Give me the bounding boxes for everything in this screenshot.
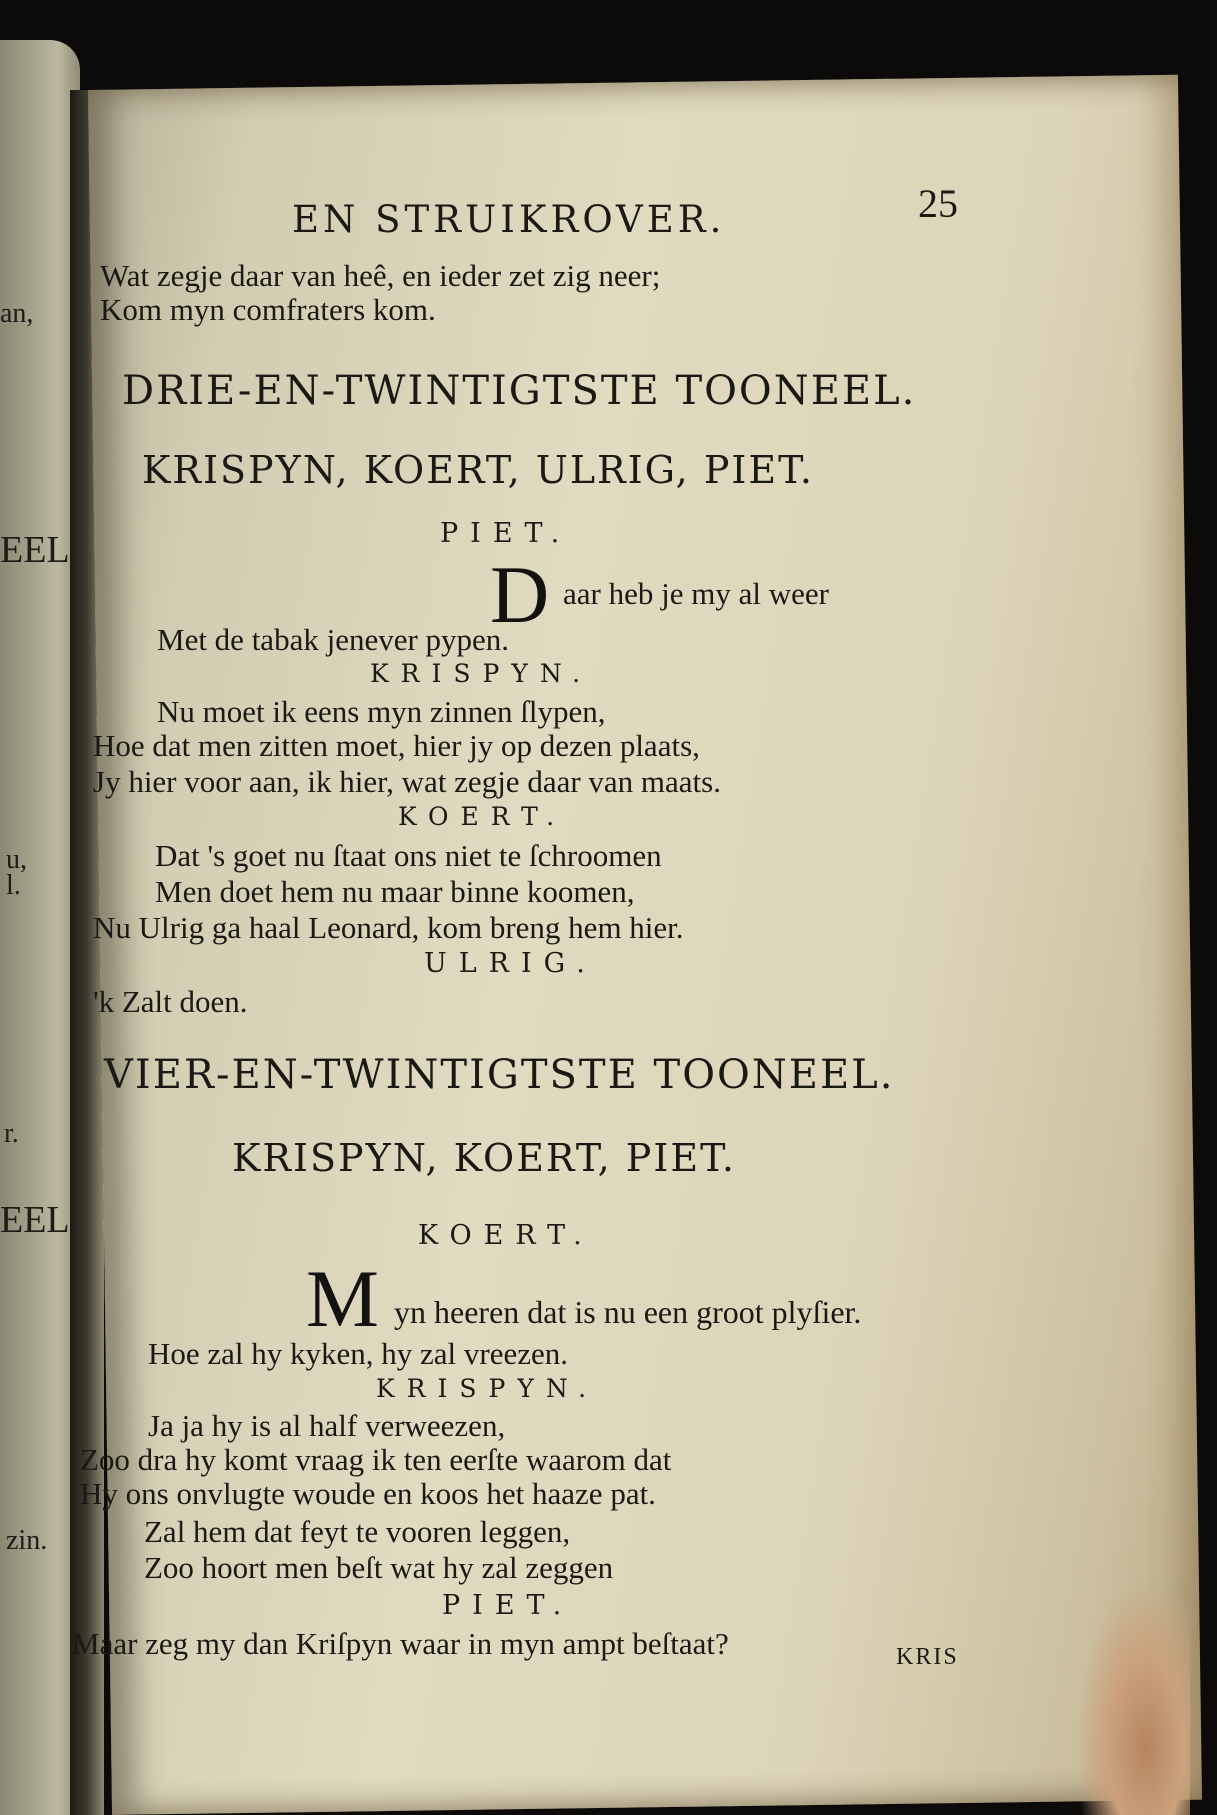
dialogue-line: Hoe dat men zitten moet, hier jy op dezen plaats, — [93, 728, 700, 763]
cast-list: KRISPYN, KOERT, ULRIG, PIET. — [142, 448, 814, 492]
page-number: 25 — [918, 181, 958, 226]
left-page-fragment: EEL — [0, 529, 70, 571]
speaker-name: PIET. — [442, 1590, 574, 1621]
scene-heading: DRIE-EN-TWINTIGTSTE TOONEEL. — [122, 368, 917, 414]
speaker-name: KRISPYN. — [370, 659, 593, 688]
left-page-fragment: u, — [6, 844, 27, 875]
dialogue-line: Nu Ulrig ga haal Leonard, kom breng hem hier. — [93, 910, 684, 945]
text-line: Kom myn comfraters kom. — [100, 292, 436, 327]
page-stain — [1080, 1590, 1190, 1815]
speaker-name: KOERT. — [398, 802, 567, 831]
left-page-fragment: an, — [0, 298, 34, 329]
dialogue-line: Nu moet ik eens myn zinnen ſlypen, — [157, 694, 606, 729]
dialogue-line: Men doet hem nu maar binne koomen, — [155, 874, 635, 909]
dialogue-line: Hoe zal hy kyken, hy zal vreezen. — [148, 1336, 569, 1371]
speaker-name: KRISPYN. — [376, 1374, 599, 1403]
dialogue-line: Dat 's goet nu ſtaat ons niet te ſchroomen — [155, 838, 662, 873]
dialogue-line: Met de tabak jenever pypen. — [157, 622, 510, 657]
left-page-fragment: r. — [4, 1118, 19, 1149]
dialogue-line: Zoo dra hy komt vraag ik ten eerſte waarom dat — [80, 1442, 672, 1477]
drop-capital: D — [490, 549, 550, 640]
dialogue-line: Jy hier voor aan, ik hier, wat zegje daar van maats. — [93, 764, 721, 799]
dialogue-line: Hy ons onvlugte woude en koos het haaze pat. — [80, 1476, 656, 1511]
dialogue-line: 'k Zalt doen. — [93, 984, 248, 1019]
running-head: EN STRUIKROVER. — [292, 198, 726, 241]
dialogue-line: Zal hem dat feyt te vooren leggen, — [144, 1514, 571, 1549]
dialogue-line: Maar zeg my dan Kriſpyn waar in myn ampt beſtaat? — [72, 1626, 729, 1661]
dialogue-line: yn heeren dat is nu een groot plyſier. — [394, 1294, 862, 1330]
left-page-fragment: l. — [6, 870, 21, 901]
speaker-name: KOERT. — [418, 1220, 594, 1251]
text-line: Wat zegje daar van heê, en ieder zet zig neer; — [100, 258, 661, 293]
speaker-name: PIET. — [440, 518, 572, 549]
dialogue-line: aar heb je my al weer — [563, 576, 829, 611]
left-page-fragment: zin. — [6, 1525, 48, 1556]
left-page-fragment: EEL — [0, 1199, 70, 1241]
drop-capital: M — [306, 1253, 379, 1344]
speaker-name: ULRIG. — [424, 948, 597, 979]
dialogue-line: Ja ja hy is al half verweezen, — [148, 1408, 506, 1443]
scene-heading: VIER-EN-TWINTIGTSTE TOONEEL. — [104, 1052, 895, 1098]
dialogue-line: Zoo hoort men beſt wat hy zal zeggen — [144, 1550, 614, 1585]
cast-list: KRISPYN, KOERT, PIET. — [232, 1136, 736, 1180]
catchword: KRIS — [896, 1644, 959, 1670]
